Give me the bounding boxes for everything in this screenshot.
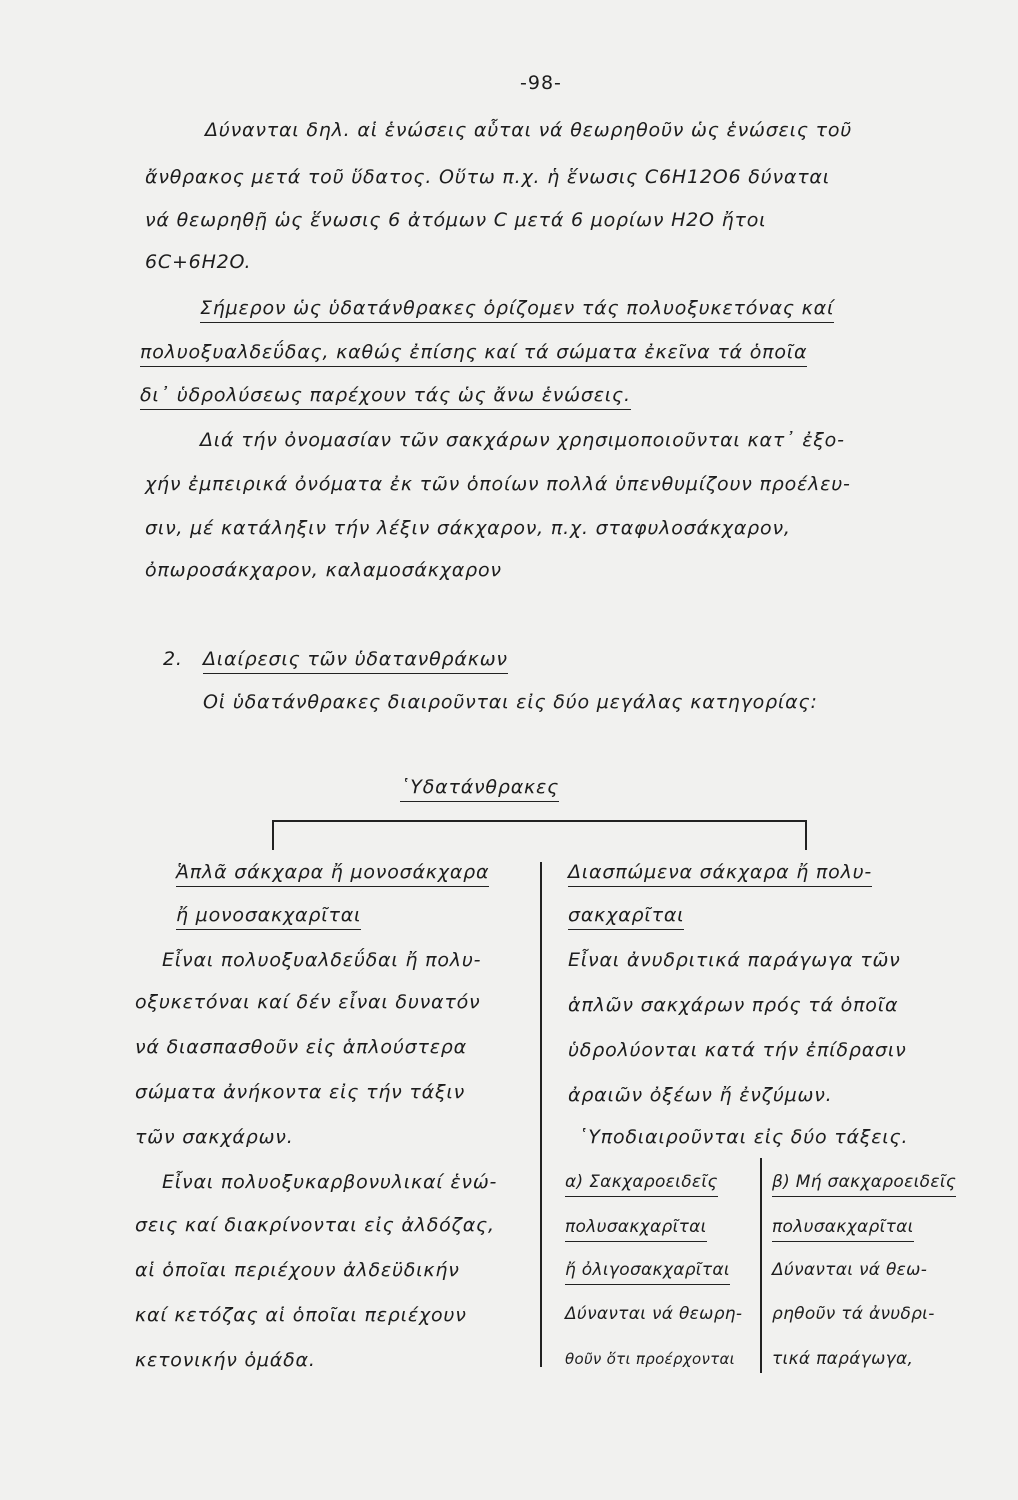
intro-line-2: ἄνθρακος μετά τοῦ ὕδατος. Οὕτω π.χ. ἡ ἕνωσις C6H12O6 δύναται bbox=[145, 166, 830, 188]
right-heading-2: σακχαρῖται bbox=[568, 903, 684, 930]
right-para-line-5: ῾Υποδιαιροῦνται εἰς δύο τάξεις. bbox=[578, 1126, 909, 1148]
section-title: Διαίρεσις τῶν ὑδατανθράκων bbox=[203, 647, 508, 674]
left-para1-line-2: οξυκετόναι καί δέν εἶναι δυνατόν bbox=[135, 991, 481, 1013]
intro-line-4: 6C+6H2O. bbox=[145, 251, 252, 273]
left-para1-line-4: σώματα ἀνήκοντα εἰς τήν τάξιν bbox=[135, 1081, 466, 1103]
page-number: -98- bbox=[520, 72, 562, 94]
left-para1-line-1: Εἶναι πολυοξυαλδεΰδαι ἤ πολυ- bbox=[162, 949, 482, 971]
naming-line-4: ὀπωροσάκχαρον, καλαμοσάκχαρον bbox=[145, 559, 502, 581]
intro-line-3: νά θεωρηθῇ ὡς ἕνωσις 6 ἀτόμων C μετά 6 μορίων H2O ἤτοι bbox=[145, 209, 767, 231]
right-heading-1: Διασπώμενα σάκχαρα ἤ πολυ- bbox=[568, 860, 872, 887]
left-para2-line-3: αἱ ὁποῖαι περιέχουν ἀλδεϋδικήν bbox=[135, 1259, 460, 1281]
right-para-line-1: Εἶναι ἀνυδριτικά παράγωγα τῶν bbox=[568, 949, 901, 971]
left-para2-line-4: καί κετόζας αἱ ὁποῖαι περιέχουν bbox=[135, 1304, 467, 1326]
sub-b-line-3: ρηθοῦν τά ἀνυδρι- bbox=[772, 1304, 935, 1324]
naming-line-1: Διά τήν ὀνομασίαν τῶν σακχάρων χρησιμοποιοῦνται κατ᾿ ἐξο- bbox=[200, 429, 845, 451]
section-intro: Οἱ ὑδατάνθρακες διαιροῦνται εἰς δύο μεγάλας κατηγορίας: bbox=[203, 691, 818, 713]
left-para2-line-5: κετονικήν ὁμάδα. bbox=[135, 1349, 316, 1371]
section-number: 2. bbox=[163, 648, 183, 670]
sub-a-label: α) Σακχαροειδεῖς bbox=[565, 1170, 718, 1197]
sub-a-line-4: θοῦν ὅτι προέρχονται bbox=[565, 1350, 736, 1368]
right-para-line-4: ἀραιῶν ὀξέων ἤ ἐνζύμων. bbox=[568, 1084, 833, 1106]
left-para2-line-1: Εἶναι πολυοξυκαρβονυλικαί ἑνώ- bbox=[162, 1171, 498, 1193]
sub-a-line-2: ἤ ὀλιγοσακχαρῖται bbox=[565, 1258, 730, 1285]
definition-line-1: Σήμερον ὡς ὑδατάνθρακες ὁρίζομεν τάς πολυοξυκετόνας καί bbox=[200, 296, 834, 323]
left-heading-2: ἤ μονοσακχαρῖται bbox=[176, 903, 361, 930]
naming-line-3: σιν, μέ κατάληξιν τήν λέξιν σάκχαρον, π.χ. σταφυλοσάκχαρον, bbox=[145, 517, 791, 539]
sub-a-line-1: πολυσακχαρῖται bbox=[565, 1215, 707, 1242]
definition-line-3: δι᾿ ὑδρολύσεως παρέχουν τάς ὡς ἄνω ἑνώσεις. bbox=[140, 383, 631, 410]
right-para-line-2: ἁπλῶν σακχάρων πρός τά ὁποῖα bbox=[568, 994, 899, 1016]
sub-b-line-2: Δύνανται νά θεω- bbox=[772, 1260, 928, 1280]
intro-line-1: Δύνανται δηλ. αἱ ἑνώσεις αὗται νά θεωρηθοῦν ὡς ἑνώσεις τοῦ bbox=[205, 119, 853, 141]
naming-line-2: χήν ἐμπειρικά ὀνόματα ἐκ τῶν ὁποίων πολλά ὑπενθυμίζουν προέλευ- bbox=[145, 473, 851, 495]
definition-line-2: πολυοξυαλδεΰδας, καθώς ἐπίσης καί τά σώματα ἐκεῖνα τά ὁποῖα bbox=[140, 340, 807, 367]
right-para-line-3: ὑδρολύονται κατά τήν ἐπίδρασιν bbox=[568, 1039, 907, 1061]
sub-b-line-4: τικά παράγωγα, bbox=[772, 1349, 914, 1369]
left-para1-line-3: νά διασπασθοῦν εἰς ἁπλούστερα bbox=[135, 1036, 467, 1058]
subcolumn-divider bbox=[760, 1158, 762, 1373]
left-heading-1: Ἁπλᾶ σάκχαρα ἤ μονοσάκχαρα bbox=[176, 860, 489, 887]
sub-b-label: β) Μή σακχαροειδεῖς bbox=[772, 1170, 956, 1197]
tree-right-drop bbox=[805, 820, 807, 850]
left-para1-line-5: τῶν σακχάρων. bbox=[135, 1126, 294, 1148]
left-para2-line-2: σεις καί διακρίνονται εἰς ἀλδόζας, bbox=[135, 1214, 495, 1236]
tree-left-drop bbox=[272, 820, 274, 850]
column-divider bbox=[540, 862, 542, 1367]
tree-root-label: ῾Υδατάνθρακες bbox=[400, 775, 559, 802]
sub-a-line-3: Δύνανται νά θεωρη- bbox=[565, 1304, 743, 1324]
sub-b-line-1: πολυσακχαρῖται bbox=[772, 1215, 914, 1242]
tree-branch-line bbox=[272, 820, 805, 822]
